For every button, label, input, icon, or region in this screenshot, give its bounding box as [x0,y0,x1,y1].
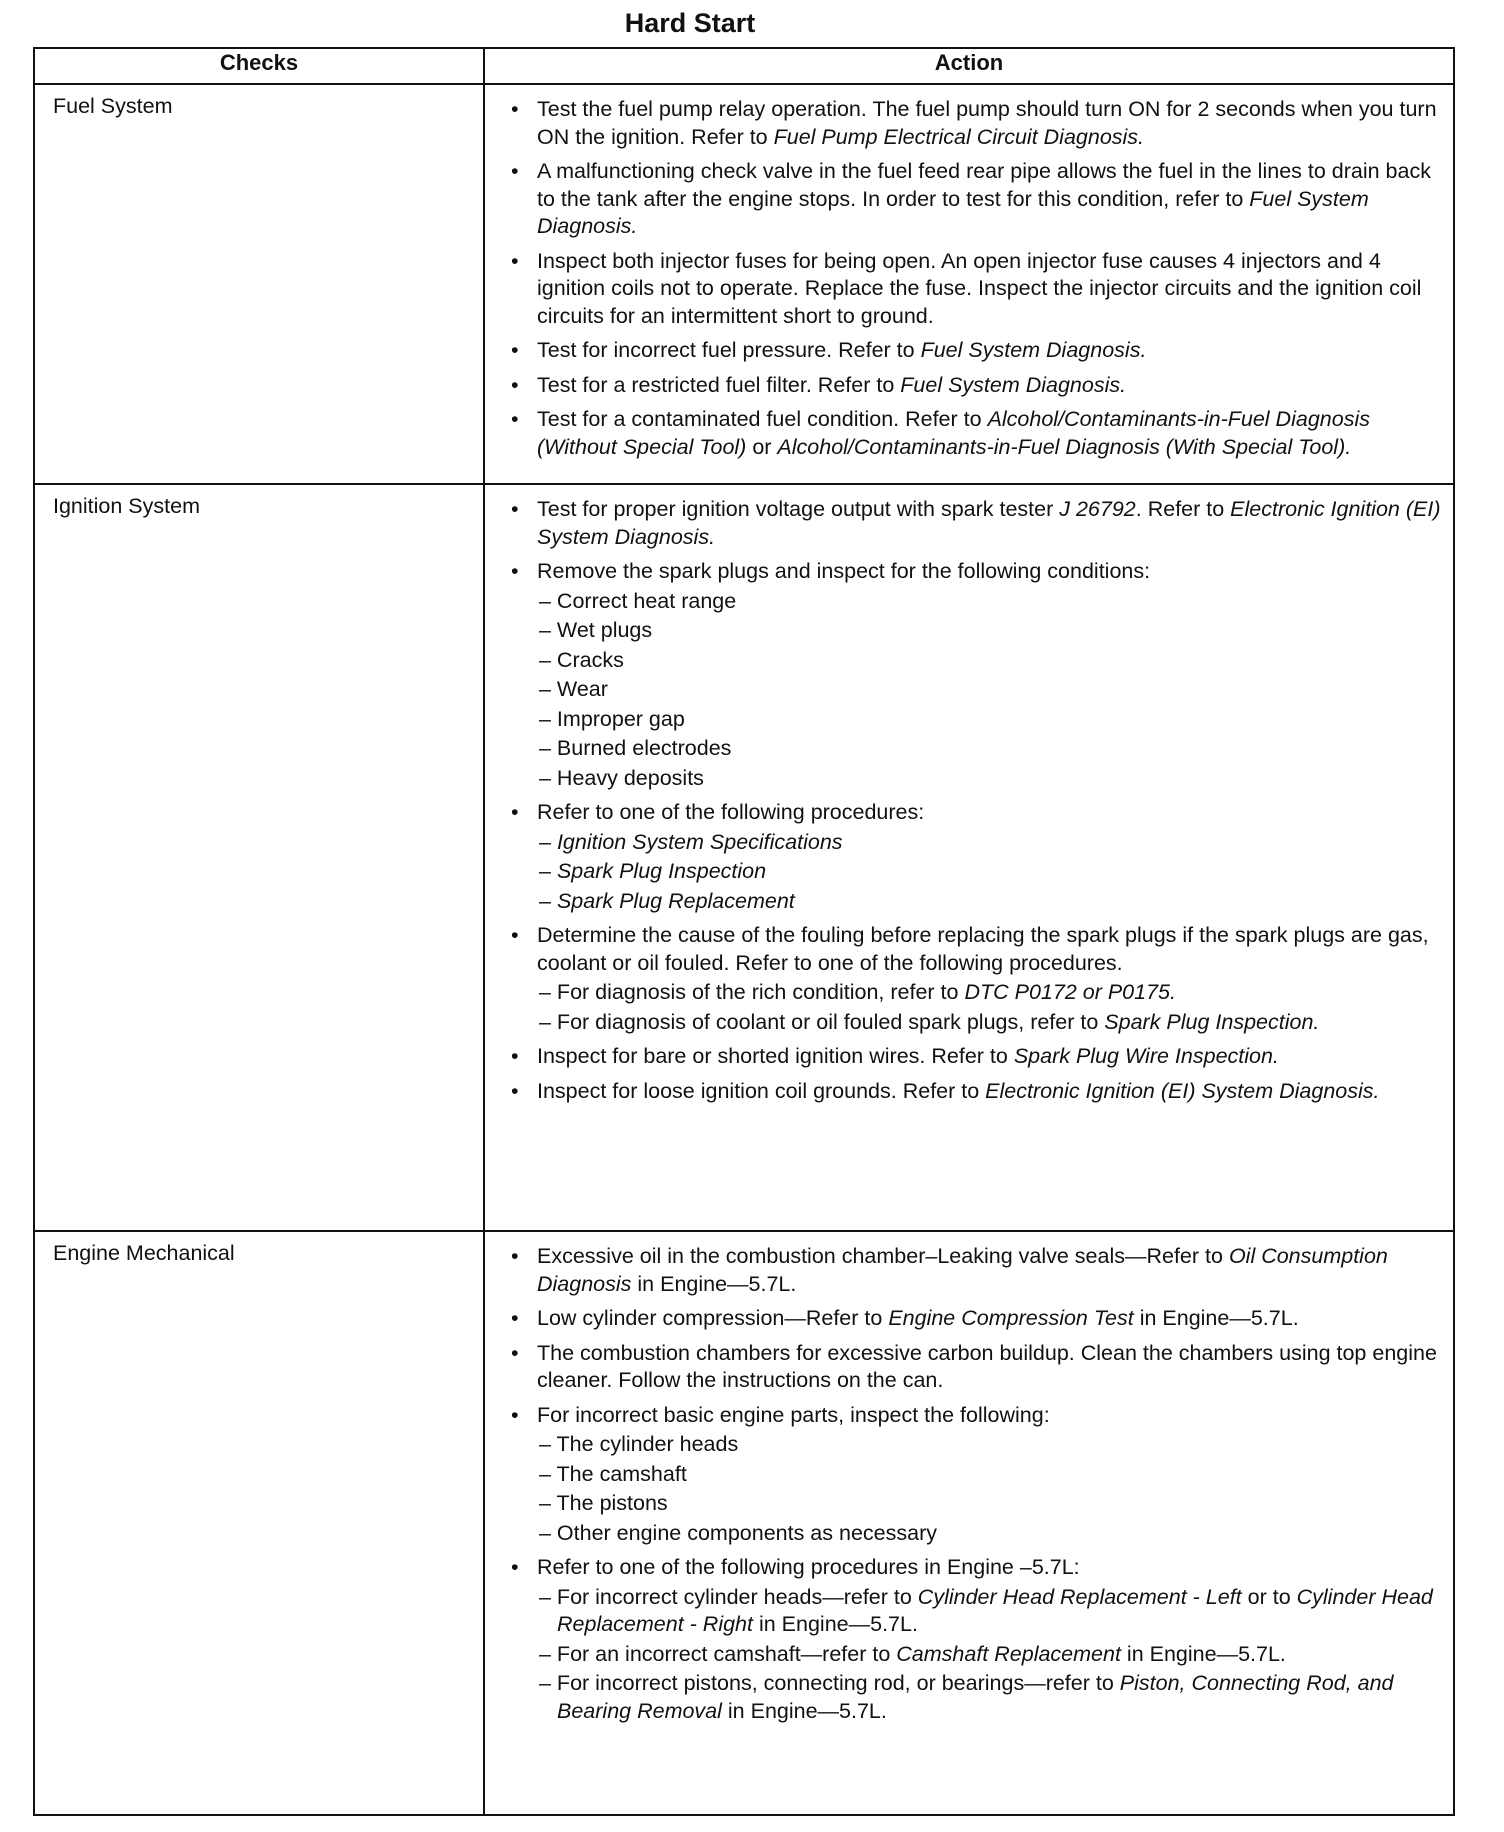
reference-text: Electronic Ignition (EI) System Diagnosis. [985,1078,1380,1103]
reference-text: Spark Plug Replacement [556,888,795,913]
bullet-item [505,158,1441,241]
bullet-item [505,1554,1441,1582]
sub-item [505,617,1441,645]
text: in Engine—5.7L. [1120,1641,1286,1666]
text: Test for proper ignition voltage output with spark tester [537,497,1060,521]
bullet-item [505,96,1441,151]
text: – Wear [539,677,608,701]
sub-item [505,676,1441,704]
bullet-item [505,922,1441,977]
text: For incorrect basic engine parts, inspect the following: [537,1402,1050,1427]
bullet-item [505,1243,1441,1298]
text: Excessive oil in the combustion chamber–Leaking valve seals—Refer to [537,1244,1229,1268]
text: – Other engine components as necessary [539,1520,937,1545]
sub-item [505,1641,1441,1669]
bullet-item [505,558,1441,586]
text: – For incorrect cylinder heads—refer to [539,1584,918,1609]
text: – The camshaft [539,1461,687,1486]
sub-item [505,1431,1441,1459]
page-title: Hard Start [624,8,756,38]
text: in Engine—5.7L. [752,1612,918,1636]
bullet-item [505,1402,1441,1430]
check-cell: Fuel System [34,84,484,484]
text: Refer to one of the following procedures: [537,800,925,824]
table-row [34,484,1454,1231]
sub-item [505,1490,1441,1518]
text: – [539,859,557,883]
text: A malfunctioning check valve in the fuel feed rear pipe allows the fuel in the lines to drain back to the tank after the engine stops. In order to test for this condition, refer to [537,159,1431,211]
text: – For diagnosis of coolant or oil fouled spark plugs, refer to [539,1009,1105,1034]
reference-text: Fuel System Diagnosis. [900,372,1127,397]
sub-item [505,588,1441,616]
reference-text: Cylinder Head Replacement - Left [917,1584,1242,1609]
text: Test the fuel pump relay operation. The fuel pump should turn ON for 2 seconds when you turn ON the ignition. Refer to [537,97,1437,149]
text: Inspect both injector fuses for being open. An open injector fuse causes 4 injectors and 4 ignition coils not to operate. Replace the fuse. Inspect the injector circuits and the ignition coil circuits for an intermittent short to ground. [537,248,1422,328]
table-row [34,1231,1454,1815]
reference-text: Fuel Pump Electrical Circuit Diagnosis. [773,124,1145,149]
sub-item [505,829,1441,857]
text: – For an incorrect camshaft—refer to [539,1641,897,1666]
bullet-item [505,406,1441,461]
reference-text: Spark Plug Wire Inspection. [1013,1044,1279,1068]
sub-item [505,647,1441,675]
sub-item [505,1009,1441,1037]
reference-text: Spark Plug Inspection. [1104,1009,1320,1034]
sub-item [505,1584,1441,1639]
text: – The cylinder heads [539,1432,739,1456]
text: Test for a contaminated fuel condition. Refer to [537,407,988,431]
text: – Correct heat range [539,588,737,613]
text: The combustion chambers for excessive carbon buildup. Clean the chambers using top engine cleaner. Follow the instructions on the can. [537,1340,1437,1392]
text: Remove the spark plugs and inspect for the following conditions: [537,559,1151,583]
text: Inspect for loose ignition coil grounds. Refer to [537,1078,986,1103]
sub-item [505,1670,1441,1725]
text: Determine the cause of the fouling before replacing the spark plugs if the spark plugs are gas, coolant or oil fouled. Refer to one of the following procedures. [537,923,1429,975]
reference-text: DTC P0172 or P0175. [964,980,1176,1004]
bullet-item [505,372,1441,400]
text: . Refer to [1135,497,1231,521]
bullet-item [505,1305,1441,1333]
sub-item [505,765,1441,793]
reference-text: Alcohol/Contaminants-in-Fuel Diagnosis (Without Special Tool) [537,407,1370,459]
sub-item [505,1461,1441,1489]
action-header: Action [484,48,1454,84]
text: – Burned electrodes [539,736,732,760]
text: Low cylinder compression—Refer to [537,1306,889,1330]
table-row [34,84,1454,484]
reference-text: Engine Compression Test [888,1306,1134,1330]
sub-item [505,888,1441,916]
sub-item [505,979,1441,1007]
hard-start-table [33,47,1455,1816]
text: – [539,829,557,854]
text: – Cracks [539,647,624,672]
text: – For diagnosis of the rich condition, refer to [539,980,965,1004]
text: – For incorrect pistons, connecting rod, or bearings—refer to [539,1671,1120,1695]
header-row [34,48,1454,84]
reference-text: Electronic Ignition (EI) System Diagnosis. [537,497,1441,549]
action-cell [484,484,1454,1231]
text: Test for incorrect fuel pressure. Refer to [537,338,921,362]
reference-text: Piston, Connecting Rod, and Bearing Removal [557,1671,1394,1723]
reference-text: Ignition System Specifications [556,829,843,854]
text: Inspect for bare or shorted ignition wires. Refer to [537,1044,1014,1068]
text: or to [1241,1584,1297,1609]
action-cell [484,1231,1454,1815]
text: – Improper gap [539,706,685,731]
sub-item [505,735,1441,763]
reference-text: Fuel System Diagnosis. [537,186,1369,238]
reference-text: Cylinder Head Replacement - Right [557,1584,1433,1636]
bullet-item [505,337,1441,365]
reference-text: J 26792 [1059,497,1136,521]
text: Test for a restricted fuel filter. Refer to [537,372,901,397]
text: Refer to one of the following procedures in Engine –5.7L: [537,1555,1080,1579]
reference-text: Alcohol/Contaminants-in-Fuel Diagnosis (With Special Tool). [777,434,1352,459]
reference-text: Spark Plug Inspection [556,859,767,883]
text: in Engine—5.7L. [631,1271,797,1296]
bullet-item [505,1078,1441,1106]
text: or [746,434,778,459]
bullet-item [505,1043,1441,1071]
bullet-item [505,799,1441,827]
check-cell: Ignition System [34,484,484,1231]
sub-item [505,706,1441,734]
text: – Heavy deposits [539,765,704,790]
text: in Engine—5.7L. [721,1698,887,1723]
text: – Wet plugs [539,618,653,642]
text: – [539,888,557,913]
reference-text: Camshaft Replacement [896,1641,1121,1666]
text: – The pistons [539,1491,668,1515]
sub-item [505,858,1441,886]
checks-header: Checks [34,48,484,84]
bullet-item [505,1340,1441,1395]
reference-text: Fuel System Diagnosis. [920,338,1147,362]
bullet-item [505,496,1441,551]
sub-item [505,1520,1441,1548]
action-cell [484,84,1454,484]
check-cell: Engine Mechanical [34,1231,484,1815]
bullet-item [505,248,1441,331]
text: in Engine—5.7L. [1133,1306,1299,1330]
reference-text: Oil Consumption Diagnosis [537,1244,1388,1296]
